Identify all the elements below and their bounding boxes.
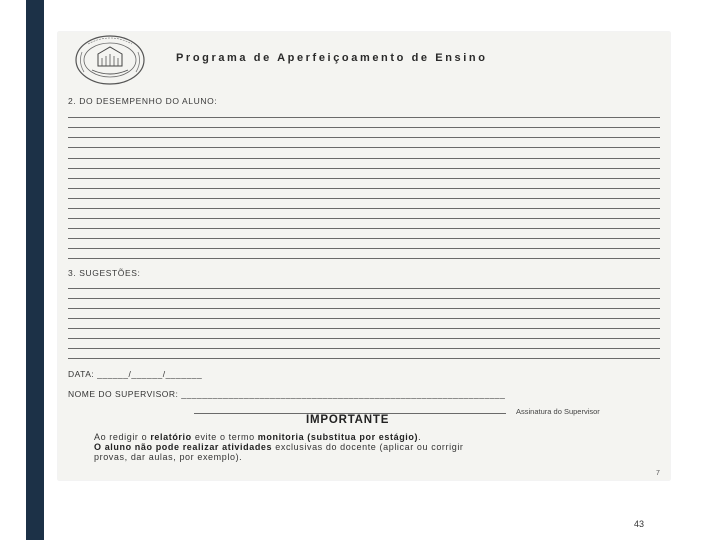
answer-line bbox=[68, 178, 660, 179]
answer-line bbox=[68, 198, 660, 199]
answer-line bbox=[68, 248, 660, 249]
answer-line bbox=[68, 288, 660, 289]
answer-line bbox=[68, 188, 660, 189]
answer-line bbox=[68, 348, 660, 349]
answer-line bbox=[68, 127, 660, 128]
answer-line bbox=[68, 318, 660, 319]
section-suggestions-label: 3. SUGESTÕES: bbox=[68, 268, 141, 278]
important-heading: IMPORTANTE bbox=[306, 414, 390, 426]
answer-line bbox=[68, 158, 660, 159]
scanned-form-page bbox=[58, 32, 670, 480]
form-title: Programa de Aperfeiçoamento de Ensino bbox=[176, 52, 488, 64]
answer-line bbox=[68, 228, 660, 229]
note-line-1: Ao redigir o relatório evite o termo monitoria (substitua por estágio). bbox=[94, 432, 422, 442]
section-performance-label: 2. DO DESEMPENHO DO ALUNO: bbox=[68, 96, 218, 106]
signature-caption: Assinatura do Supervisor bbox=[516, 407, 600, 416]
answer-line bbox=[68, 358, 660, 359]
answer-line bbox=[68, 308, 660, 309]
answer-line bbox=[68, 168, 660, 169]
answer-line bbox=[68, 238, 660, 239]
answer-line bbox=[68, 298, 660, 299]
university-seal-emblem bbox=[68, 32, 164, 92]
date-field: DATA: ______/______/_______ bbox=[68, 369, 203, 379]
answer-line bbox=[68, 218, 660, 219]
answer-line bbox=[68, 208, 660, 209]
slide-number: 43 bbox=[634, 519, 645, 529]
answer-line bbox=[68, 328, 660, 329]
note-line-3: provas, dar aulas, por exemplo). bbox=[94, 452, 243, 462]
page-mark: 7 bbox=[656, 470, 660, 477]
answer-line bbox=[68, 147, 660, 148]
answer-line bbox=[68, 258, 660, 259]
answer-line bbox=[68, 137, 660, 138]
answer-line bbox=[68, 117, 660, 118]
note-line-2: O aluno não pode realizar atividades exclusivas do docente (aplicar ou corrigir bbox=[94, 442, 464, 452]
slide-left-accent-bar bbox=[26, 0, 44, 540]
supervisor-name-field: NOME DO SUPERVISOR: ______________________________________________________________ bbox=[68, 389, 506, 399]
answer-line bbox=[68, 338, 660, 339]
